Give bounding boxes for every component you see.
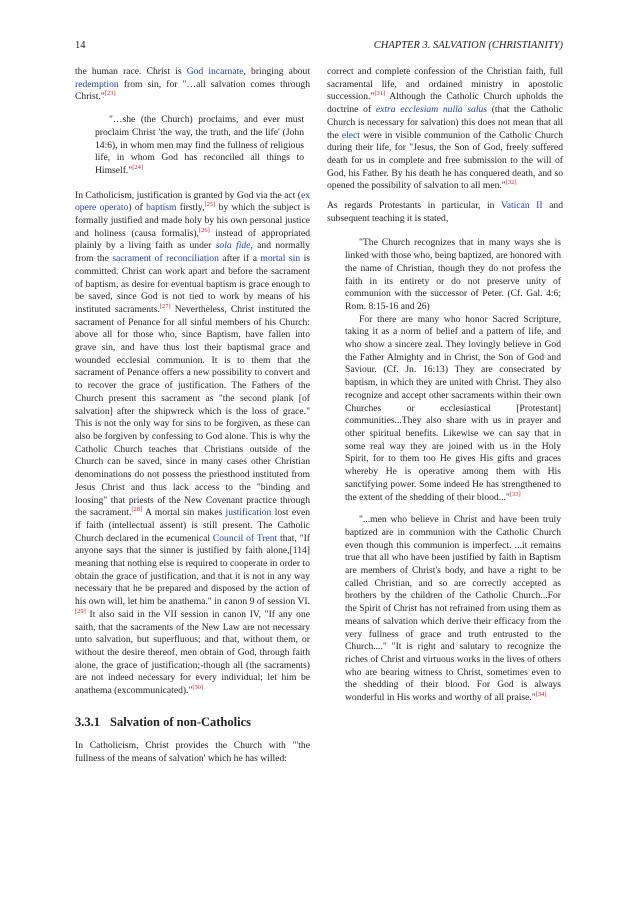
block-quote: "…she (the Church) proclaims, and ever must proclaim Christ 'the way, the truth, and the life' (John 14:6), in whom men may find the fullness of religious life, in whom God has reconciled all things to Himself."[24] xyxy=(95,114,304,176)
citation[interactable]: [25] xyxy=(204,201,216,209)
citation[interactable]: [32] xyxy=(505,179,517,187)
link-baptism[interactable]: baptism xyxy=(146,202,177,214)
link-extra-ecclesiam[interactable]: extra ecclesiam nulla salus xyxy=(375,104,488,116)
citation[interactable]: [24] xyxy=(132,163,144,171)
section-heading: 3.3.1 Salvation of non-Catholics xyxy=(75,714,251,729)
paragraph: correct and complete confession of the Christian faith, full sacramental life, and ordained ministry in apostolic succession."[31] Although the Catholic Church upholds the doctrine of extra ecclesiam nulla salus (that the Catholic Church is necessary for salvation) this does not mean that all the elect were in visible communion of the Catholic Church during their life, for "Jesus, the Son of God, freely suffered death for us in complete and free submission to the will of God, his Father. By his death he has conquered death, and so opened the possibility of salvation to all men."[32] xyxy=(327,66,563,192)
citation[interactable]: [29] xyxy=(75,607,86,615)
citation[interactable]: [27] xyxy=(159,302,171,310)
right-column xyxy=(327,66,563,711)
paragraph: In Catholicism, justification is granted by God via the act (ex opere operato) of baptism firstly,[25] by which the subject is formally justified and made holy by his own personal justice and holiness (causa formalis),[26] instead of appropriated plainly by a living faith as under sola fide, and normally from the sacrament of reconciliation after if a mortal sin is committed. Christ can work apart and before the sacrament of baptism, as desire for eventual baptism is grace enough to be saved, since God is not tied to work by means of his instituted sacraments.[27] Nevertheless, Christ instituted the sacrament of Penance for all sinful members of his Church: above all for those who, since Baptism, have fallen into grave sin, and have thus lost their baptismal grace and wounded ecclesial communion. It is to them that the sacrament of Penance offers a new possibility to convert and to recover the grace of justification. The Fathers of the Church present this sacrament as "the second plank [of salvation] after the shipwreck which is the loss of grace." This is not the only way for sins to be forgiven, as these can also be forgiven by confessing to God alone. This is why the Catholic Church teaches that Christians outside of the Church can be saved, since in many cases other Christian denominations do not possess the priesthood instituted from Jesus Christ and thus lack access to the "binding and loosing" that priests of the New Covenant practice through the sacrament.[28] A mortal sin makes justification lost even if faith (intellectual assent) is still present. The Catholic Church declared in the ecumenical Council of Trent that, "If anyone says that the sinner is justified by faith alone,[114] meaning that nothing else is required to cooperate in order to obtain the grace of justification, and that it is not in any way necessary that he be prepared and disposed by the action of his own will, let him be anathema." in canon 9 of session VI.[29] It also said in the VII session in canon IV, "If any one saith, that the sacraments of the New Law are not necessary unto salvation, but superfluous; and that, without them, or without the desire thereof, men obtain of God, through faith alone, the grace of justification;-though all (the sacraments) are not indeed necessary for every individual; let him be anathema (excommunicated)."[30] xyxy=(75,189,311,697)
paragraph: the human race. Christ is God incarnate, bringing about redemption from sin, for "…all salvation comes through Christ."[23] xyxy=(75,66,310,103)
citation[interactable]: [26] xyxy=(198,226,210,234)
link-council-of-trent[interactable]: Council of Trent xyxy=(212,532,278,544)
link-justification[interactable]: justification xyxy=(225,507,272,519)
citation[interactable]: [31] xyxy=(374,90,386,98)
citation[interactable]: [34] xyxy=(535,690,547,698)
citation[interactable]: [33] xyxy=(509,490,521,498)
chapter-title: CHAPTER 3. SALVATION (CHRISTIANITY) xyxy=(373,40,563,51)
citation[interactable]: [30] xyxy=(192,683,204,691)
paragraph: In Catholicism, Christ provides the Church with "'the fullness of the means of salvation' which he has willed: xyxy=(75,740,310,765)
quote-paragraph: "The Church recognizes that in many ways she is linked with those who, being baptized, are honored with the name of Christian, though they do not profess the faith in its entirety or do not preserve unity of communion with the successor of Peter. (Cf. Gal. 4:6; Rom. 8:15-16 and 26) xyxy=(345,237,561,312)
block-quote xyxy=(345,237,561,504)
link-sacrament-of-reconciliation[interactable]: sacrament of reconciliation xyxy=(112,253,219,265)
link-vatican-ii[interactable]: Vatican II xyxy=(500,200,543,212)
citation[interactable]: [23] xyxy=(104,90,116,98)
link-redemption[interactable]: redemption xyxy=(75,78,119,90)
left-column xyxy=(75,66,310,773)
link-mortal-sin[interactable]: mortal sin xyxy=(260,253,301,265)
running-header xyxy=(75,40,563,54)
block-quote: "...men who believe in Christ and have been truly baptized are in communion with the Catholic Church even though this communion is imperfect. ...it remains true that all who have been justified by faith in Baptism are members of Christ's body, and have a right to be called Christian, and so are correctly accepted as brothers by the children of the Catholic Church...For the Spirit of Christ has not refrained from using them as means of salvation which derive their efficacy from the very fullness of grace and truth entrusted to the Church...." "It is right and salutary to recognize the riches of Christ and virtuous works in the lives of others who are bearing witness to Christ, sometimes even to the shedding of their blood. For God is always wonderful in His works and worthy of all praise."[34] xyxy=(345,514,561,704)
page-number: 14 xyxy=(75,40,86,51)
citation[interactable]: [28] xyxy=(131,506,143,514)
link-sola-fide[interactable]: sola fide xyxy=(215,240,251,252)
link-ex-opere-operato[interactable]: ex opere operato xyxy=(75,189,310,214)
link-elect[interactable]: elect xyxy=(341,129,360,141)
quote-paragraph: For there are many who honor Sacred Scripture, taking it as a norm of belief and a pattern of life, and who show a sincere zeal. They lovingly believe in God the Father Almighty and in Christ, the Son of God and Saviour. (Cf. Jn. 16:13) They are consecrated by baptism, in which they are united with Christ. They also recognize and accept other sacraments within their own Churches or ecclesiastical [Protestant] communities...They also share with us in prayer and other spiritual benefits. Likewise we can say that in some real way they are joined with us in the Holy Spirit, for to them too He gives His gifts and graces whereby He is operative among them with His sanctifying power. Some indeed He has strengthened to the extent of the shedding of their blood..."[33] xyxy=(345,313,561,503)
paragraph: As regards Protestants in particular, in Vatican II and subsequent teaching it is stated, xyxy=(327,200,563,224)
link-god-incarnate[interactable]: God incarnate xyxy=(186,66,244,77)
